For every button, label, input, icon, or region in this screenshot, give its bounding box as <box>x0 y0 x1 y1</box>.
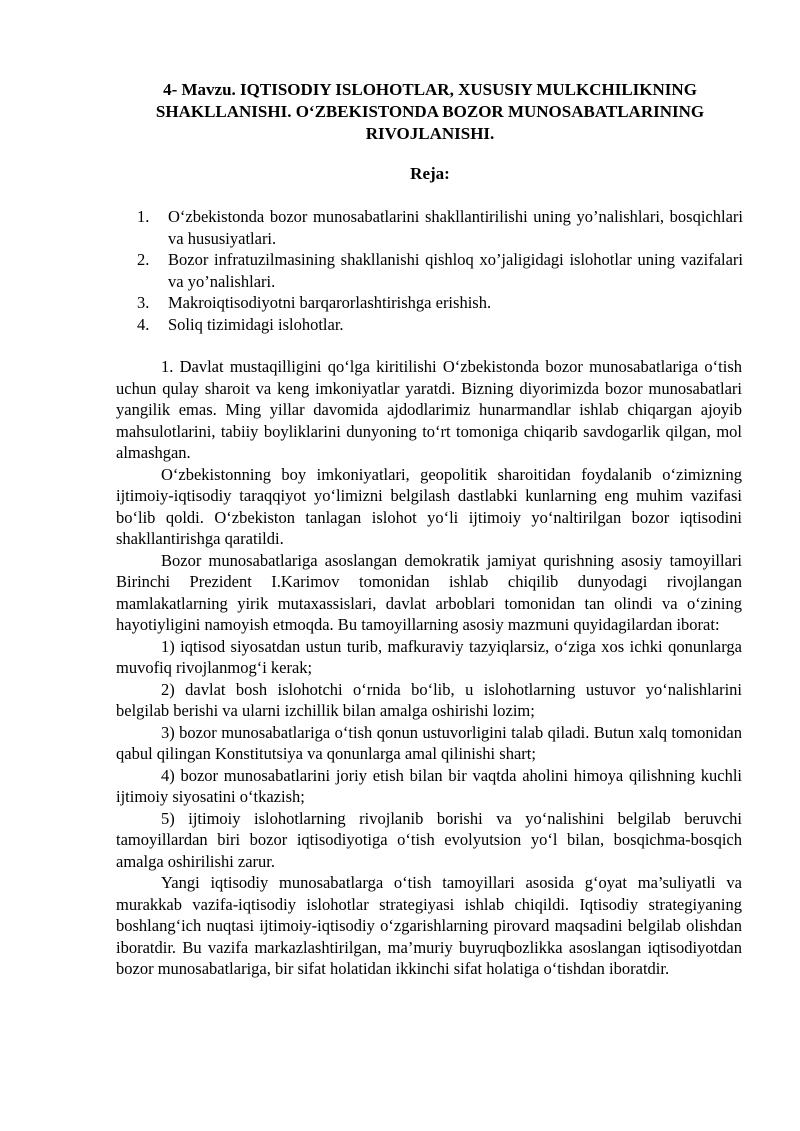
plan-heading: Reja: <box>410 164 450 183</box>
plan-item <box>137 314 743 336</box>
title-line-2: SHAKLLANISHI. O‘ZBEKISTONDA BOZOR MUNOSABATLARINING <box>155 102 705 121</box>
plan-item-text: Makroiqtisodiyotni barqarorlashtirishga erishish. <box>168 293 492 312</box>
plan-item-text: O‘zbekistonda bozor munosabatlarini shakllantirilishi uning yo’nalishlari, bosqichlari va hususiyatlari. <box>168 207 743 248</box>
body-paragraph: 2) davlat bosh islohotchi o‘rnida bo‘lib, u islohotlarning ustuvor yo‘nalishlarini belgilab berishi va ularni izchillik bilan amalga oshirishi lozim; <box>116 679 742 720</box>
body-paragraph: Bozor munosabatlariga asoslangan demokratik jamiyat qurishning asosiy tamoyillari Birinchi Prezident I.Karimov tomonidan ishlab chiqilib dunyodagi rivojlangan mamlakatlarning yirik mutaxassislari, davlat arboblari tomonidan tan olindi va o‘zining hayotiyligini namoyish etmoqda. Bu tamoyillarning asosiy mazmuni quyidagilardan iborat: <box>116 550 742 634</box>
plan-item <box>137 206 743 249</box>
body-paragraph: O‘zbekistonning boy imkoniyatlari, geopolitik sharoitidan foydalanib o‘zimizning ijtimoiy-iqtisodiy taraqqiyot yo‘limizni belgilash dastlabki kunlarning eng muhim vazifasi bo‘lib qoldi. O‘zbekiston tanlagan islohot yo‘li ijtimoiy yo‘naltirilgan bozor iqtisodini shakllantirishga qaratildi. <box>116 464 742 548</box>
plan-list <box>137 206 743 335</box>
plan-item-number: 4. <box>137 314 150 334</box>
body-paragraph: 3) bozor munosabatlariga o‘tish qonun ustuvorligini talab qiladi. Butun xalq tomonidan qabul qilingan Konstitutsiya va qonunlarga amal qilinishi shart; <box>116 722 742 763</box>
title-line-3: RIVOJLANISHI. <box>365 124 495 143</box>
plan-item <box>137 292 743 314</box>
plan-item-number: 1. <box>137 207 150 226</box>
plan-item <box>137 249 743 292</box>
body-paragraph: 1. Davlat mustaqilligini qo‘lga kiritilishi O‘zbekistonda bozor munosabatlariga o‘tish uchun qulay sharoit va keng imkoniyatlar yaratdi. Bizning diyorimizda bozor munosabatlari yangilik emas. Ming yillar davomida ajdodlarimiz hunarmandlar ishlab chiqargan ajoyib mahsulotlarini, tabiiy boyliklarini dunyoning to‘rt tomoniga chiqarib savdogarlik qilgan, mol almashgan. <box>116 357 742 462</box>
document-title <box>110 79 750 145</box>
document-body <box>116 356 742 980</box>
plan-item-text: Soliq tizimidagi islohotlar. <box>168 314 344 334</box>
plan-item-number: 3. <box>137 293 150 312</box>
plan-item-text: Bozor infratuzilmasining shakllanishi qishloq xo’jaligidagi islohotlar uning vazifalari va yo’nalishlari. <box>168 250 743 291</box>
body-paragraph: Yangi iqtisodiy munosabatlarga o‘tish tamoyillari asosida g‘oyat ma’suliyatli va murakkab vazifa-iqtisodiy islohotlar strategiyasi ishlab chiqildi. Iqtisodiy strategiyaning boshlang‘ich nuqtasi ijtimoiy-iqtisodiy o‘zgarishlarning pirovard maqsadini belgilab olishdan iboratdir. Bu vazifa markazlashtirilgan, ma’muriy buyruqbozlikka asoslangan iqtisodiyotdan bozor munosabatlariga, bir sifat holatidan ikkinchi sifat holatiga o‘tishdan iboratdir. <box>116 873 742 978</box>
body-paragraph: 5) ijtimoiy islohotlarning rivojlanib borishi va yo‘nalishini belgilab beruvchi tamoyillardan biri bozor iqtisodiyotiga o‘tish evolyutsion yo‘l bilan, bosqichma-bosqich amalga oshirilishi zarur. <box>116 808 742 871</box>
plan-item-number: 2. <box>137 250 150 269</box>
body-paragraph: 1) iqtisod siyosatdan ustun turib, mafkuraviy tazyiqlarsiz, o‘ziga xos ichki qonunlarga muvofiq rivojlanmog‘i kerak; <box>116 636 742 677</box>
body-paragraph: 4) bozor munosabatlarini joriy etish bilan bir vaqtda aholini himoya qilishning kuchli ijtimoiy siyosatini o‘tkazish; <box>116 765 742 806</box>
title-line-1: 4- Mavzu. IQTISODIY ISLOHOTLAR, XUSUSIY MULKCHILIKNING <box>163 80 697 99</box>
